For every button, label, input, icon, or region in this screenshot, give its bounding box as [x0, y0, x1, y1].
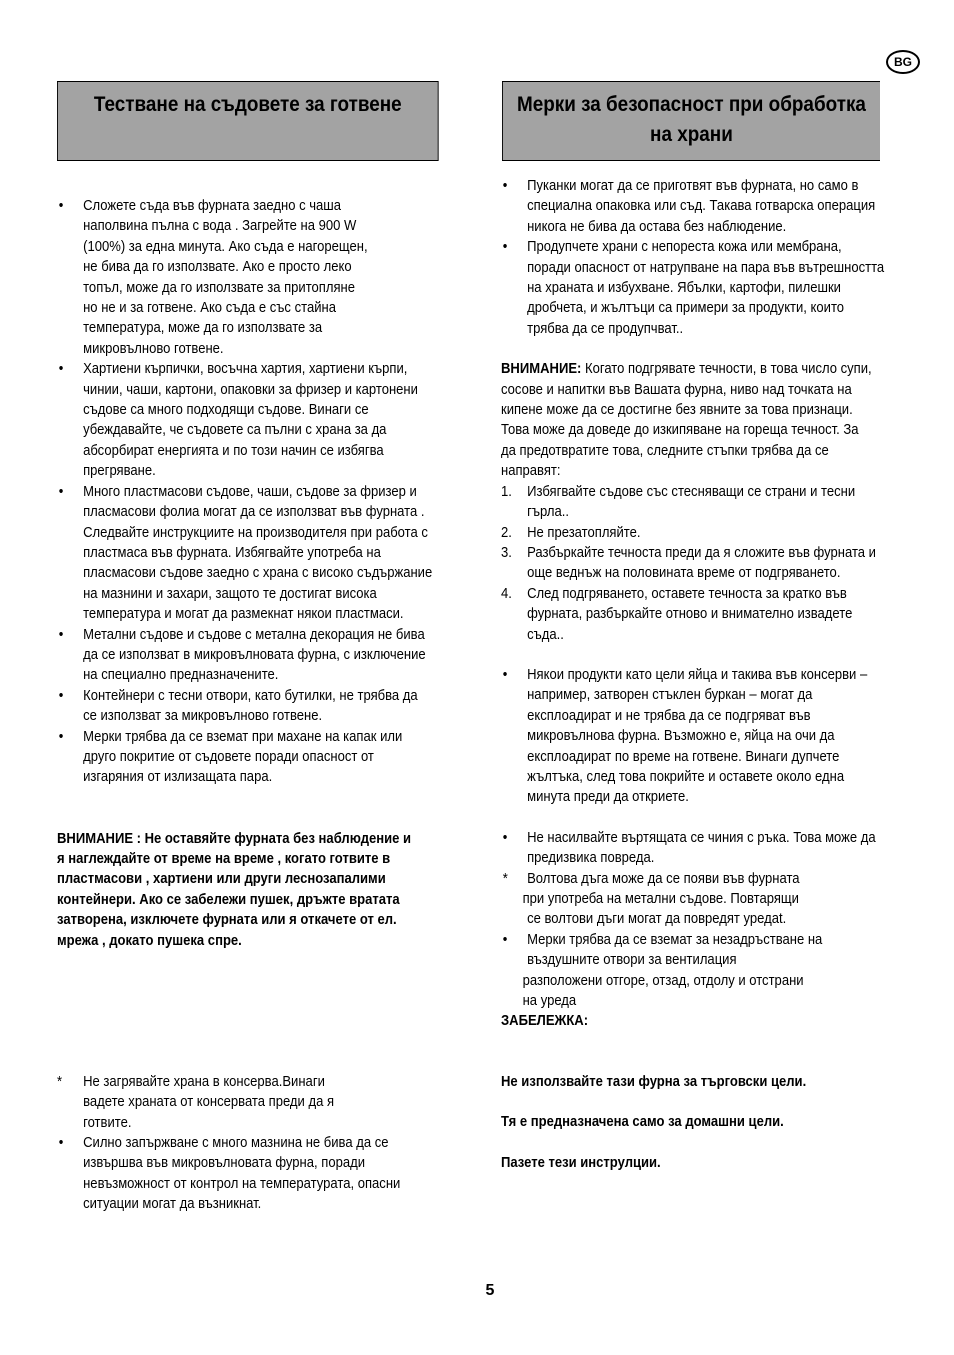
step-item: 2. Не презатопляйте. [501, 524, 641, 541]
page-number: 5 [485, 1282, 495, 1299]
left-star-item: * Не загрявайте храна в консерва.Винаги вадете храната от консервата преди да я готвите. [57, 1073, 335, 1131]
list-item: • Много пластмасови съдове, чаши, съдове за фризер и пласмасови фолиа могат да се използват във фурната . Следвайте инструкциите на производителя при работа с пластмаса във фурната. Избягвайте употреба на пласмасови съдове заедно с храна с високо съдържание на мазнини и захари, защото те достигат висока температура и могат да размекнат някои пластмаси. [57, 482, 480, 625]
left-section-header [57, 81, 439, 161]
list-item: • Не насилвайте въртящата се чиния с ръка. Това може да предизвика повреда. [501, 828, 924, 869]
list-item: • Мерки трябва да се вземат за незадръстване на въздушните отвори за вентилация разположени отгоре, отзад, отдолу и отстрани на уреда [501, 930, 924, 1012]
list-item: • Сложете съда във фурната заедно с чаша наполвина пълна с вода . Загрейте на 900 W (100%) за една минута. Ако съда е нагорещен, не бива да го използвате. Ако е просто леко топъл, може да го използвате за притопляне но не и за готвене. Ако съда е със стайна температура, може да го използвате за микровълново готвене. [57, 196, 480, 359]
left-warning-paragraph: ВНИМАНИЕ : Не оставяйте фурната без наблюдение и я наглеждайте от време на време , когато готвите в пластмасови , хартиени или други леснозапалими контейнери. Ако се забележи пушек, дръжте вратата затворена, изключете фурната или я откачете от ел. мрежа , докато пушека спре. [57, 830, 412, 949]
step-item: 4. След подгряването, оставете течноста за кратко във фурната, разбъркайте отново и внимателно извадете съда.. [501, 585, 853, 643]
asterisk-marker: * [502, 870, 508, 887]
right-section-header [502, 81, 880, 161]
left-bullet-list [57, 196, 480, 788]
right-star-item: * Волтова дъга може да се появи във фурната при употреба на метални съдове. Повтарящи се волтови дъги могат да повредят уредat. [502, 870, 800, 928]
right-bullet-list [501, 176, 924, 339]
attention-label: ВНИМАНИЕ: [501, 361, 582, 378]
steps-list [501, 482, 924, 645]
list-item: • Пуканки могат да се приготвят във фурната, но само в специална опаковка или съд. Такава готварска операция никога не бива да остава без наблюдение. [501, 176, 924, 237]
attention-paragraph: ВНИМАНИЕ: Когато подгрявате течности, в това число супи, сосове и напитки във Вашата фурна, ниво над точката на кипене може да се достигне без явните за това признаци. Това може да доведе до изкипяване на гореща течност. За да предотвратите това, следните стъпки трябва да се направят: [501, 361, 872, 480]
note-keep-instructions: Пазете тези инструлции. [501, 1154, 661, 1171]
right-bullet-list-4 [501, 930, 924, 1012]
list-item: • Мерки трябва да се вземат при махане на капак или друго покритие от съдовете поради опасност от изгаряния от излизащата пара. [57, 727, 480, 788]
note-domestic-use: Тя е предназначена само за домашни цели. [501, 1114, 784, 1131]
left-column [57, 196, 527, 1215]
right-column [501, 176, 954, 1173]
right-section-title-line1: Мерки за безопасност при обработка [516, 93, 866, 116]
asterisk-marker: * [57, 1073, 63, 1090]
left-section-title: Тестване на съдовете за готвене [93, 93, 402, 116]
list-item: • Контейнери с тесни отвори, като бутилки, не трябва да се използват за микровълново готвене. [57, 686, 480, 727]
step-item: 3. Разбъркайте течноста преди да я сложите във фурната и още веднъж на половината време от подгряването. [501, 544, 876, 582]
list-item: • Продупчете храни с непореста кожа или мембрана, поради опасност от натрупване на пара във вътрешността на храната и избухване. Ябълки, картофи, пилешки дробчета, и жълтъци са примери за продукти, които трябва да се продупчват.. [501, 237, 924, 339]
note-commercial-use: Не използвайте тази фурна за търговски цели. [501, 1073, 807, 1090]
list-item: • Някои продукти като цели яйца и такива във консерви – например, затворен стъклен буркан – могат да експлоадират и не трябва да се подгряват във микровълнова фурна. Възможно е, яйца на очи да експлоадират по време на готвене. Винаги дупчете жълтъка, след това покрийте и оставете около една минута преди да откриете. [501, 665, 924, 808]
note-label: ЗАБЕЛЕЖКА: [501, 1013, 589, 1030]
language-badge: BG [886, 50, 920, 74]
left-bullet-list-2 [57, 1133, 480, 1215]
list-item: • Хартиени кърпички, восъчна хартия, хартиени кърпи, чинии, чаши, картони, опаковки за фризер и картонени съдове са много подходящи съдове. Винаги се убеждавайте, че съдовете са пълни с храна за да абсорбират енергията и по този начин се избягва прегряване. [57, 359, 480, 481]
right-bullet-list-2 [501, 665, 924, 808]
right-section-title-line2: на храни [650, 123, 733, 146]
right-bullet-list-3 [501, 828, 924, 869]
step-item: 1. Избягвайте съдове със стесняващи се страни и тесни гърла.. [501, 483, 856, 521]
list-item: • Силно запържване с много мазнина не бива да се извършва във микровълновата фурна, поради невъзможност от контрол на температурата, опасни ситуации могат да възникнат. [57, 1133, 480, 1215]
list-item: • Метални съдове и съдове с метална декорация не бива да се използват в микровълновата фурна, с изключение на специално предназначените. [57, 625, 480, 686]
